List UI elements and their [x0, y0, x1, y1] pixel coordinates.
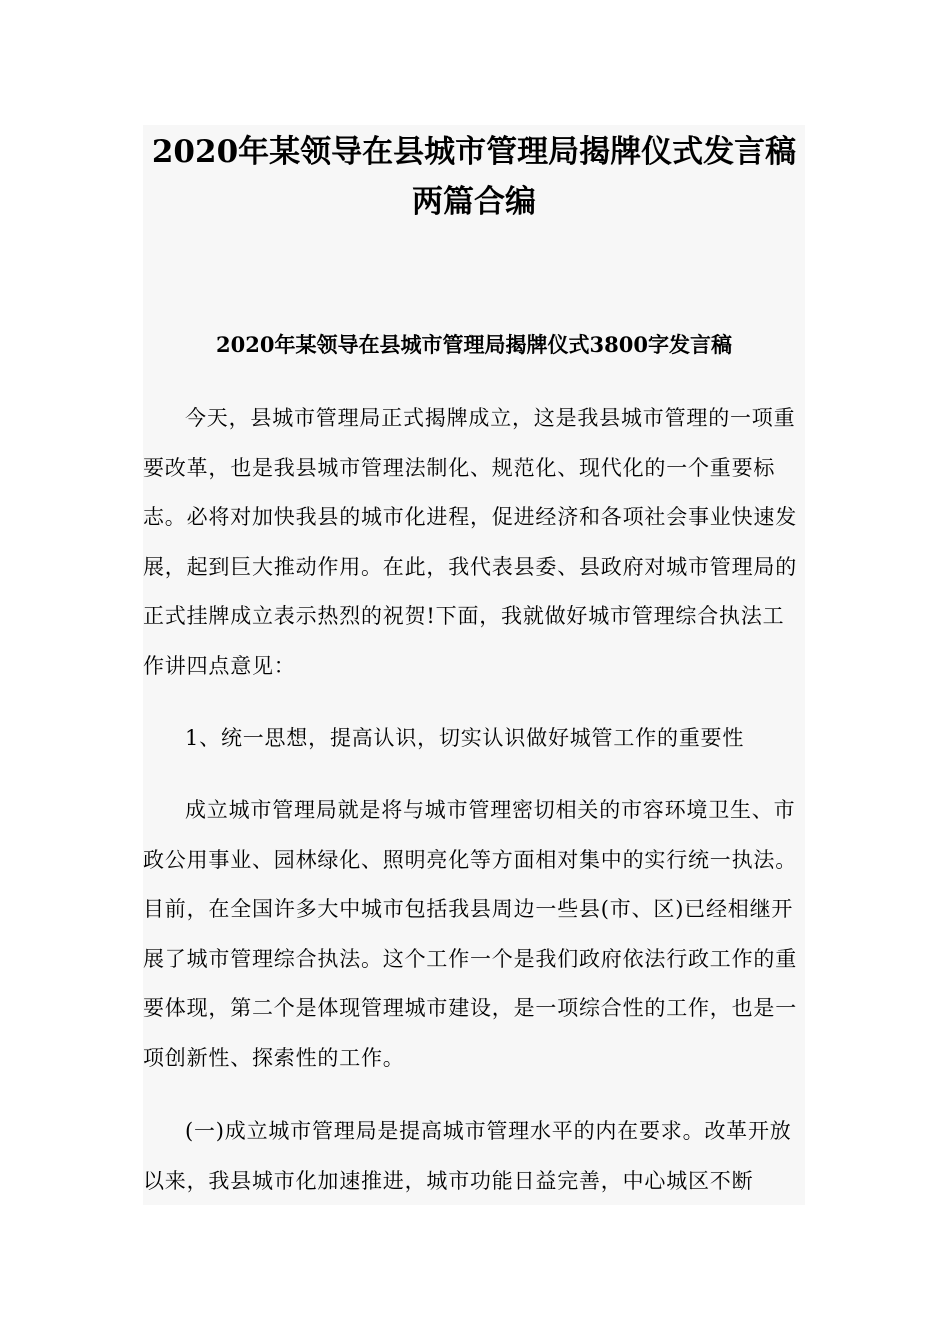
- paragraph-intro: 今天，县城市管理局正式揭牌成立，这是我县城市管理的一项重要改革，也是我县城市管理法制化、规范化、现代化的一个重要标志。必将对加快我县的城市化进程，促进经济和各项社会事业快速发展，起到巨大推动作用。在此，我代表县委、县政府对城市管理局的正式挂牌成立表示热烈的祝贺!下面，我就做好城市管理综合执法工作讲四点意见：: [143, 406, 797, 678]
- paragraph-body: 成立城市管理局就是将与城市管理密切相关的市容环境卫生、市政公用事业、园林绿化、照明亮化等方面相对集中的实行统一执法。目前，在全国许多大中城市包括我县周边一些县(市、区)已经相继开展了城市管理综合执法。这个工作一个是我们政府依法行政工作的重要体现，第二个是体现管理城市建设，是一项综合性的工作，也是一项创新性、探索性的工作。: [143, 798, 797, 1070]
- paragraph-subsection-1: (一)成立城市管理局是提高城市管理水平的内在要求。改革开放以来，我县城市化加速推进，城市功能日益完善，中心城区不断: [143, 1119, 792, 1193]
- document-title: 2020年某领导在县城市管理局揭牌仪式发言稿两篇合编: [151, 134, 797, 220]
- section-heading-1: 1、统一思想，提高认识，切实认识做好城管工作的重要性: [185, 726, 745, 750]
- speech-title: 2020年某领导在县城市管理局揭牌仪式3800字发言稿: [216, 332, 732, 357]
